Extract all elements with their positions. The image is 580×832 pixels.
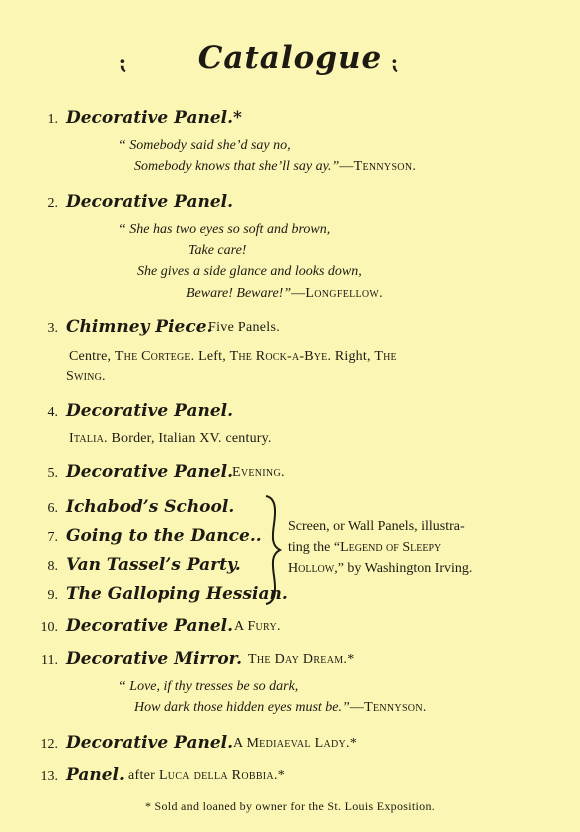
desc-text: Centre, (69, 349, 115, 364)
entry-subtitle: Evening. (232, 465, 285, 480)
left-ornament: ⁏ (120, 50, 128, 74)
group-note-title: Hollow, (288, 561, 338, 576)
entry-description (69, 349, 397, 365)
entry-description (69, 431, 272, 447)
group-brace (262, 494, 284, 606)
entry-number: 7. (47, 530, 58, 545)
page-title: Catalogue (197, 40, 383, 76)
group-note-text: ” by Washington Irving. (337, 561, 473, 576)
desc-text: Left, (194, 349, 230, 364)
entry-number: 12. (40, 737, 58, 752)
entry-heading: Ichabod’s School. (66, 497, 235, 517)
entry-number: 3. (47, 321, 58, 336)
quote-line: She gives a side glance and looks down, (137, 264, 362, 279)
catalogue-entry-2 (0, 192, 580, 216)
group-note-line: Screen, or Wall Panels, illustra- (288, 519, 465, 534)
group-note-text: ting the “ (288, 540, 341, 555)
entry-number: 2. (47, 196, 58, 211)
quote-line: “ She has two eyes so soft and brown, (118, 222, 331, 237)
desc-title: The (374, 349, 397, 364)
desc-text: Right, (331, 349, 375, 364)
quote-line-with-attribution (134, 700, 427, 716)
quote-line: “ Love, if thy tresses be so dark, (118, 679, 299, 694)
entry-heading: The Galloping Hessian. (66, 584, 288, 604)
attribution: —Tennyson. (339, 159, 417, 174)
entry-heading: Going to the Dance.. (66, 526, 262, 546)
attribution: —Longfellow. (291, 286, 383, 301)
entry-number: 1. (47, 112, 58, 127)
desc-title: The Rock-a-Bye. (229, 349, 332, 364)
desc-title: The Cortege. (114, 349, 195, 364)
catalogue-entry-13 (0, 765, 580, 789)
entry-subtitle: The Day Dream.* (248, 652, 355, 667)
entry-heading: Decorative Panel. (66, 733, 234, 753)
right-ornament: ⁏ (392, 50, 400, 74)
entry-heading: Decorative Panel. (66, 401, 234, 421)
quote-line-with-attribution (186, 286, 383, 302)
quote-line: Beware! Beware!” (186, 286, 292, 301)
entry-heading: Decorative Mirror. (66, 649, 242, 669)
entry-number: 6. (47, 501, 58, 516)
entry-subtitle: A Mediaeval Lady.* (233, 736, 358, 751)
desc-text: Border, Italian XV. century. (107, 431, 272, 446)
entry-number: 5. (47, 466, 58, 481)
attribution: —Tennyson. (349, 700, 427, 715)
quote-line: Somebody knows that she’ll say ay.” (134, 159, 340, 174)
entry-number: 8. (47, 559, 58, 574)
catalogue-entry-12 (0, 733, 580, 757)
quote-line: Take care! (188, 243, 247, 258)
quote-line: How dark those hidden eyes must be.” (134, 700, 350, 715)
entry-heading: Van Tassel’s Party. (66, 555, 241, 575)
quote-line: “ Somebody said she’d say no, (118, 138, 291, 153)
desc-title: Italia. (69, 431, 108, 446)
catalogue-entry-11 (0, 649, 580, 673)
catalogue-entry-10 (0, 616, 580, 640)
entry-subtitle: A Fury. (234, 619, 281, 634)
entry-heading: Panel. (66, 765, 125, 785)
catalogue-entry-5 (0, 462, 580, 486)
entry-heading: Chimney Piece. (66, 317, 213, 337)
catalogue-entry-1 (0, 108, 580, 132)
entry-subtitle: Five Panels. (208, 320, 281, 335)
quote-line-with-attribution (134, 159, 416, 175)
entry-number: 13. (40, 769, 58, 784)
catalogue-entry-4 (0, 401, 580, 425)
group-note-title: Legend of Sleepy (340, 540, 442, 555)
entry-subtitle-name: Luca della Robbia.* (158, 768, 286, 783)
entry-subtitle (128, 768, 285, 784)
group-note-line (288, 561, 472, 577)
footnote: * Sold and loaned by owner for the St. Louis Exposition. (144, 799, 436, 813)
catalogue-entry-3 (0, 317, 580, 341)
entry-subtitle-prefix: after (128, 768, 159, 783)
entry-heading: Decorative Panel. (66, 616, 234, 636)
entry-heading: Decorative Panel. (66, 462, 234, 482)
catalogue-entry-9 (0, 584, 580, 608)
entry-number: 11. (41, 653, 58, 668)
entry-description-cont: Swing. (66, 369, 106, 384)
entry-number: 4. (47, 405, 58, 420)
title-row (0, 40, 580, 84)
catalogue-entry-6 (0, 497, 580, 521)
entry-number: 9. (47, 588, 58, 603)
entry-heading: Decorative Panel.* (66, 108, 242, 128)
entry-number: 10. (40, 620, 58, 635)
group-note-line (288, 540, 441, 556)
entry-heading: Decorative Panel. (66, 192, 234, 212)
